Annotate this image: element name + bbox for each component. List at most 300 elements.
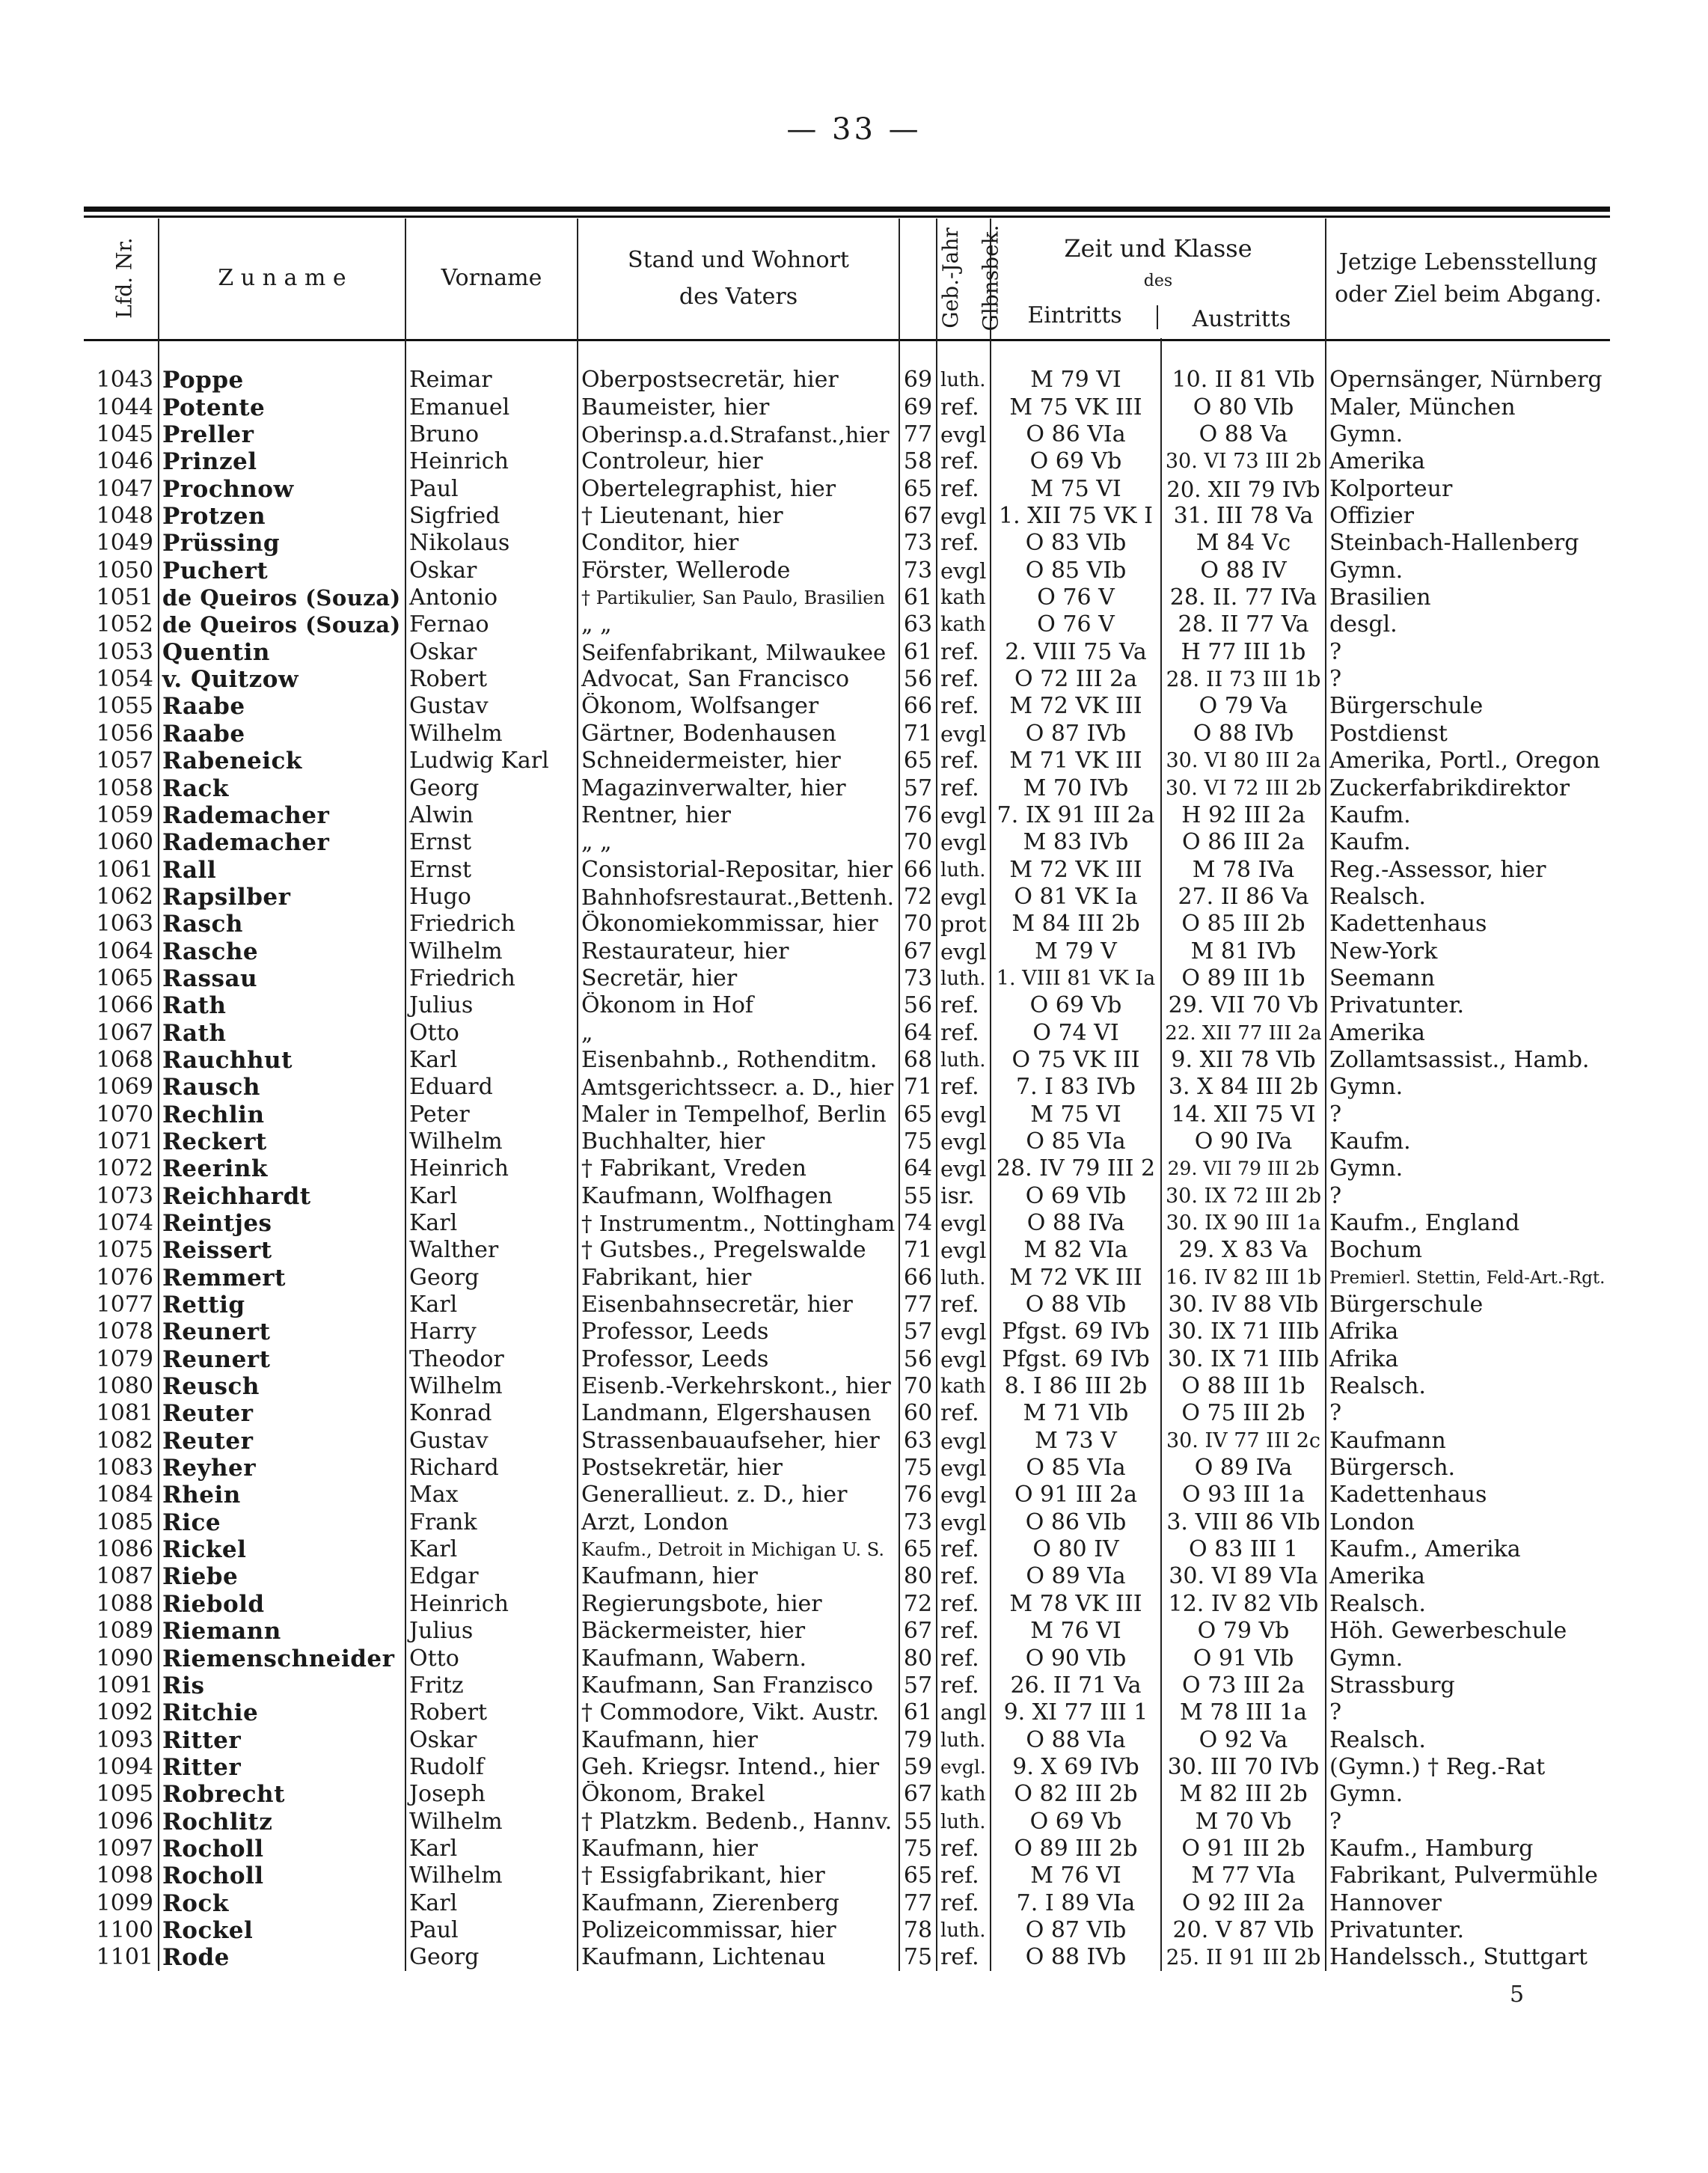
cell-glaubensbek: evgl — [937, 802, 991, 829]
cell-lebensstellung: Gymn. — [1326, 1781, 1610, 1808]
cell-glaubensbek: evgl — [937, 1155, 991, 1182]
cell-geb-jahr: 70 — [899, 911, 937, 938]
cell-eintritt: O 85 VIa — [991, 1455, 1161, 1482]
cell-austritt: O 89 IVa — [1161, 1455, 1326, 1482]
cell-austritt: O 86 III 2a — [1161, 829, 1326, 856]
cell-vorname: Wilhelm — [405, 1128, 578, 1155]
cell-stand-wohnort: Kaufmann, hier — [578, 1563, 899, 1590]
cell-glaubensbek: evgl — [937, 829, 991, 856]
cell-glaubensbek: evgl — [937, 1455, 991, 1482]
table-row — [84, 1373, 1610, 1400]
cell-lebensstellung: Gymn. — [1326, 1074, 1610, 1101]
table-row — [84, 421, 1610, 448]
cell-geb-jahr: 74 — [899, 1210, 937, 1237]
cell-glaubensbek: kath — [937, 584, 991, 611]
cell-lebensstellung: Bürgerschule — [1326, 693, 1610, 720]
cell-vorname: Georg — [405, 1264, 578, 1291]
cell-lebensstellung: Zollamtsassist., Hamb. — [1326, 1047, 1610, 1074]
cell-glaubensbek: ref. — [937, 1074, 991, 1101]
signature-mark: 5 — [1510, 1981, 1525, 2008]
table-row — [84, 1345, 1610, 1372]
cell-geb-jahr: 57 — [899, 1672, 937, 1699]
cell-lfd-nr: 1083 — [96, 1455, 153, 1482]
cell-austritt: 30. IV 88 VIb — [1161, 1292, 1326, 1318]
cell-geb-jahr: 73 — [899, 965, 937, 992]
cell-geb-jahr: 57 — [899, 1318, 937, 1345]
cell-eintritt: 8. I 86 III 2b — [991, 1373, 1161, 1400]
cell-lebensstellung: Gymn. — [1326, 557, 1610, 584]
cell-geb-jahr: 55 — [899, 1808, 937, 1835]
table-row — [84, 1047, 1610, 1074]
cell-austritt: 30. IX 90 III 1a — [1161, 1210, 1326, 1237]
cell-vorname: Wilhelm — [405, 1808, 578, 1835]
cell-eintritt: O 72 III 2a — [991, 666, 1161, 693]
cell-glaubensbek: ref. — [937, 1019, 991, 1046]
cell-geb-jahr: 71 — [899, 1074, 937, 1101]
cell-austritt: 30. VI 73 III 2b — [1161, 448, 1326, 475]
cell-lfd-nr: 1045 — [96, 421, 153, 448]
cell-lebensstellung: Gymn. — [1326, 1645, 1610, 1672]
cell-lebensstellung: Kaufm. — [1326, 1128, 1610, 1155]
cell-geb-jahr: 75 — [899, 1455, 937, 1482]
cell-stand-wohnort: Baumeister, hier — [578, 394, 899, 421]
cell-lfd-nr: 1101 — [96, 1944, 153, 1971]
cell-eintritt: 28. IV 79 III 2 — [991, 1155, 1161, 1182]
cell-austritt: M 70 Vb — [1161, 1808, 1326, 1835]
cell-lebensstellung: Kaufm. — [1326, 802, 1610, 829]
cell-geb-jahr: 77 — [899, 1292, 937, 1318]
cell-stand-wohnort: † Fabrikant, Vreden — [578, 1155, 899, 1182]
cell-austritt: O 83 III 1 — [1161, 1536, 1326, 1563]
cell-glaubensbek: evgl — [937, 1427, 991, 1454]
cell-eintritt: O 85 VIa — [991, 1128, 1161, 1155]
cell-eintritt: O 89 VIa — [991, 1563, 1161, 1590]
cell-lfd-nr: 1080 — [96, 1373, 153, 1400]
cell-vorname: Joseph — [405, 1781, 578, 1808]
cell-lfd-nr: 1098 — [96, 1862, 153, 1889]
cell-austritt: O 75 III 2b — [1161, 1400, 1326, 1427]
cell-eintritt: M 71 VIb — [991, 1400, 1161, 1427]
cell-eintritt: 7. IX 91 III 2a — [991, 802, 1161, 829]
cell-glaubensbek: luth. — [937, 1808, 991, 1835]
cell-eintritt: M 73 V — [991, 1427, 1161, 1454]
cell-glaubensbek: luth. — [937, 367, 991, 394]
table-row — [84, 884, 1610, 911]
cell-lebensstellung: Kaufm., Hamburg — [1326, 1836, 1610, 1862]
cell-eintritt: 9. X 69 IVb — [991, 1754, 1161, 1781]
table-row — [84, 748, 1610, 774]
cell-glaubensbek: kath — [937, 611, 991, 638]
table-row — [84, 1400, 1610, 1427]
cell-stand-wohnort: Ökonom, Wolfsanger — [578, 693, 899, 720]
cell-glaubensbek: kath — [937, 1373, 991, 1400]
cell-eintritt: 7. I 83 IVb — [991, 1074, 1161, 1101]
cell-austritt: 16. IV 82 III 1b — [1161, 1264, 1326, 1291]
cell-lebensstellung: Privatunter. — [1326, 992, 1610, 1019]
table-row — [84, 856, 1610, 883]
cell-stand-wohnort: Gärtner, Bodenhausen — [578, 720, 899, 747]
table-row — [84, 1292, 1610, 1318]
cell-zuname: Rockel — [159, 1917, 405, 1944]
cell-eintritt: M 83 IVb — [991, 829, 1161, 856]
header-zeit-line1: Zeit und Klasse — [1064, 234, 1252, 263]
cell-zuname: de Queiros (Souza) — [159, 584, 405, 611]
cell-geb-jahr: 66 — [899, 1264, 937, 1291]
header-jetzige-line1: Jetzige Lebensstellung — [1338, 248, 1598, 275]
cell-eintritt: M 75 VK III — [991, 394, 1161, 421]
cell-eintritt: M 84 III 2b — [991, 911, 1161, 938]
cell-austritt: O 85 III 2b — [1161, 911, 1326, 938]
cell-vorname: Max — [405, 1482, 578, 1509]
cell-eintritt: Pfgst. 69 IVb — [991, 1318, 1161, 1345]
cell-lebensstellung: Kaufm., England — [1326, 1210, 1610, 1237]
cell-zuname: Reckert — [159, 1128, 405, 1155]
cell-geb-jahr: 61 — [899, 638, 937, 665]
table-row — [84, 611, 1610, 638]
cell-lebensstellung: Bochum — [1326, 1237, 1610, 1264]
cell-lebensstellung: Zuckerfabrikdirektor — [1326, 774, 1610, 801]
cell-zuname: Riemenschneider — [159, 1645, 405, 1672]
cell-austritt: 30. IX 72 III 2b — [1161, 1182, 1326, 1209]
cell-austritt: O 92 Va — [1161, 1726, 1326, 1753]
table-row — [84, 1210, 1610, 1237]
cell-vorname: Walther — [405, 1237, 578, 1264]
table-row — [84, 802, 1610, 829]
cell-austritt: 30. IX 71 IIIb — [1161, 1318, 1326, 1345]
cell-stand-wohnort: Generallieut. z. D., hier — [578, 1482, 899, 1509]
cell-geb-jahr: 72 — [899, 1590, 937, 1617]
cell-stand-wohnort: Obertelegraphist, hier — [578, 475, 899, 502]
cell-lebensstellung: Afrika — [1326, 1318, 1610, 1345]
cell-zuname: Rauchhut — [159, 1047, 405, 1074]
cell-stand-wohnort: Bäckermeister, hier — [578, 1618, 899, 1645]
cell-austritt: H 92 III 2a — [1161, 802, 1326, 829]
cell-glaubensbek: luth. — [937, 1917, 991, 1944]
table-row — [84, 1455, 1610, 1482]
cell-lebensstellung: Postdienst — [1326, 720, 1610, 747]
cell-austritt: O 91 III 2b — [1161, 1836, 1326, 1862]
cell-stand-wohnort: Consistorial-Repositar, hier — [578, 856, 899, 883]
table-body — [84, 338, 1610, 1971]
cell-austritt: 29. VII 79 III 2b — [1161, 1155, 1326, 1182]
cell-zuname: Reintjes — [159, 1210, 405, 1237]
cell-glaubensbek: ref. — [937, 1292, 991, 1318]
cell-glaubensbek: evgl — [937, 1345, 991, 1372]
cell-zuname: Remmert — [159, 1264, 405, 1291]
cell-stand-wohnort: † Partikulier, San Paulo, Brasilien — [578, 584, 899, 611]
cell-austritt: 10. II 81 VIb — [1161, 367, 1326, 394]
cell-geb-jahr: 80 — [899, 1645, 937, 1672]
cell-lfd-nr: 1077 — [96, 1292, 153, 1318]
cell-zuname: Reyher — [159, 1455, 405, 1482]
cell-eintritt: M 76 VI — [991, 1618, 1161, 1645]
cell-eintritt: O 90 VIb — [991, 1645, 1161, 1672]
cell-eintritt: O 82 III 2b — [991, 1781, 1161, 1808]
cell-glaubensbek: ref. — [937, 1563, 991, 1590]
cell-glaubensbek: evgl — [937, 503, 991, 530]
cell-geb-jahr: 59 — [899, 1754, 937, 1781]
cell-lfd-nr: 1060 — [96, 829, 153, 856]
table-row — [84, 1536, 1610, 1563]
cell-eintritt: 1. XII 75 VK I — [991, 503, 1161, 530]
cell-geb-jahr: 63 — [899, 1427, 937, 1454]
cell-glaubensbek: ref. — [937, 1645, 991, 1672]
table-row — [84, 1917, 1610, 1944]
table-row — [84, 666, 1610, 693]
cell-austritt: 12. IV 82 VIb — [1161, 1590, 1326, 1617]
cell-austritt: 25. II 91 III 2b — [1161, 1944, 1326, 1971]
cell-vorname: Georg — [405, 1944, 578, 1971]
cell-stand-wohnort: Ökonom in Hof — [578, 992, 899, 1019]
cell-lfd-nr: 1090 — [96, 1645, 153, 1672]
cell-austritt: O 79 Vb — [1161, 1618, 1326, 1645]
cell-glaubensbek: ref. — [937, 638, 991, 665]
cell-lfd-nr: 1085 — [96, 1509, 153, 1535]
cell-zuname: Reuter — [159, 1427, 405, 1454]
table-row — [84, 1155, 1610, 1182]
cell-glaubensbek: evgl — [937, 720, 991, 747]
cell-lfd-nr: 1044 — [96, 394, 153, 421]
cell-lebensstellung: ? — [1326, 638, 1610, 665]
cell-geb-jahr: 69 — [899, 394, 937, 421]
cell-zuname: Robrecht — [159, 1781, 405, 1808]
cell-stand-wohnort: Kaufmann, San Franzisco — [578, 1672, 899, 1699]
cell-zuname: Reunert — [159, 1318, 405, 1345]
cell-lebensstellung: Kaufm. — [1326, 829, 1610, 856]
cell-stand-wohnort: Kaufmann, Wolfhagen — [578, 1182, 899, 1209]
cell-vorname: Sigfried — [405, 503, 578, 530]
cell-vorname: Oskar — [405, 1726, 578, 1753]
cell-eintritt: O 81 VK Ia — [991, 884, 1161, 911]
header-zuname: Z u n a m e — [159, 218, 405, 338]
cell-stand-wohnort: Bahnhofsrestaurat.,Bettenh. — [578, 884, 899, 911]
top-rule — [84, 207, 1610, 212]
cell-vorname: Karl — [405, 1182, 578, 1209]
cell-geb-jahr: 65 — [899, 1101, 937, 1128]
cell-austritt: 30. VI 89 VIa — [1161, 1563, 1326, 1590]
cell-austritt: 30. VI 80 III 2a — [1161, 748, 1326, 774]
cell-lfd-nr: 1099 — [96, 1889, 153, 1916]
cell-lfd-nr: 1055 — [96, 693, 153, 720]
cell-glaubensbek: ref. — [937, 1400, 991, 1427]
cell-zuname: Riemann — [159, 1618, 405, 1645]
cell-lfd-nr: 1066 — [96, 992, 153, 1019]
cell-geb-jahr: 65 — [899, 1862, 937, 1889]
cell-stand-wohnort: † Platzkm. Bedenb., Hannv. — [578, 1808, 899, 1835]
cell-eintritt: M 72 VK III — [991, 856, 1161, 883]
table-row — [84, 965, 1610, 992]
cell-austritt: 9. XII 78 VIb — [1161, 1047, 1326, 1074]
cell-lebensstellung: Kadettenhaus — [1326, 1482, 1610, 1509]
cell-zuname: Raabe — [159, 720, 405, 747]
cell-lebensstellung: Realsch. — [1326, 1373, 1610, 1400]
cell-lfd-nr: 1088 — [96, 1590, 153, 1617]
cell-vorname: Heinrich — [405, 1155, 578, 1182]
cell-stand-wohnort: Landmann, Elgershausen — [578, 1400, 899, 1427]
cell-eintritt: O 88 IVb — [991, 1944, 1161, 1971]
cell-zuname: Rice — [159, 1509, 405, 1535]
cell-stand-wohnort: Eisenb.-Verkehrskont., hier — [578, 1373, 899, 1400]
table-row — [84, 1182, 1610, 1209]
cell-stand-wohnort: Seifenfabrikant, Milwaukee — [578, 638, 899, 665]
cell-zuname: Rochlitz — [159, 1808, 405, 1835]
cell-geb-jahr: 68 — [899, 1047, 937, 1074]
table-row — [84, 394, 1610, 421]
cell-geb-jahr: 67 — [899, 1618, 937, 1645]
cell-geb-jahr: 61 — [899, 584, 937, 611]
cell-zuname: Rode — [159, 1944, 405, 1971]
cell-glaubensbek: ref. — [937, 992, 991, 1019]
cell-lebensstellung: Premierl. Stettin, Feld-Art.-Rgt. — [1326, 1264, 1610, 1291]
cell-eintritt: O 85 VIb — [991, 557, 1161, 584]
cell-lfd-nr: 1052 — [96, 611, 153, 638]
cell-stand-wohnort: † Instrumentm., Nottingham — [578, 1210, 899, 1237]
cell-lebensstellung: (Gymn.) † Reg.-Rat — [1326, 1754, 1610, 1781]
table-row — [84, 1074, 1610, 1101]
cell-glaubensbek: ref. — [937, 1836, 991, 1862]
cell-lfd-nr: 1057 — [96, 748, 153, 774]
cell-eintritt: O 88 IVa — [991, 1210, 1161, 1237]
cell-glaubensbek: ref. — [937, 666, 991, 693]
cell-vorname: Emanuel — [405, 394, 578, 421]
cell-geb-jahr: 71 — [899, 1237, 937, 1264]
cell-vorname: Nikolaus — [405, 530, 578, 557]
cell-austritt: O 89 III 1b — [1161, 965, 1326, 992]
cell-vorname: Alwin — [405, 802, 578, 829]
cell-lfd-nr: 1087 — [96, 1563, 153, 1590]
table-row — [84, 1128, 1610, 1155]
cell-stand-wohnort: „ „ — [578, 611, 899, 638]
header-jetzige-line2: oder Ziel beim Abgang. — [1335, 281, 1602, 308]
cell-stand-wohnort: Restaurateur, hier — [578, 938, 899, 965]
cell-lfd-nr: 1093 — [96, 1726, 153, 1753]
cell-stand-wohnort: † Essigfabrikant, hier — [578, 1862, 899, 1889]
cell-austritt: O 88 IVb — [1161, 720, 1326, 747]
cell-eintritt: O 76 V — [991, 584, 1161, 611]
cell-vorname: Karl — [405, 1210, 578, 1237]
cell-eintritt: 2. VIII 75 Va — [991, 638, 1161, 665]
cell-austritt: 30. III 70 IVb — [1161, 1754, 1326, 1781]
cell-lfd-nr: 1068 — [96, 1046, 153, 1073]
cell-zuname: Rack — [159, 774, 405, 801]
cell-vorname: Frank — [405, 1509, 578, 1535]
cell-glaubensbek: evgl — [937, 938, 991, 965]
cell-zuname: Rasch — [159, 911, 405, 938]
cell-lebensstellung: Brasilien — [1326, 584, 1610, 611]
cell-lfd-nr: 1053 — [96, 638, 153, 665]
cell-stand-wohnort: Magazinverwalter, hier — [578, 774, 899, 801]
table-row — [84, 1836, 1610, 1862]
cell-stand-wohnort: Kaufmann, hier — [578, 1726, 899, 1753]
table-row — [84, 1427, 1610, 1454]
cell-zuname: Rechlin — [159, 1101, 405, 1128]
cell-geb-jahr: 75 — [899, 1836, 937, 1862]
cell-eintritt: M 75 VI — [991, 1101, 1161, 1128]
cell-eintritt: O 76 V — [991, 611, 1161, 638]
cell-lfd-nr: 1071 — [96, 1128, 153, 1155]
cell-austritt: O 73 III 2a — [1161, 1672, 1326, 1699]
header-austritts: Austritts — [1157, 305, 1325, 329]
cell-stand-wohnort: Arzt, London — [578, 1509, 899, 1535]
cell-austritt: M 77 VIa — [1161, 1862, 1326, 1889]
cell-zuname: Protzen — [159, 503, 405, 530]
cell-eintritt: M 76 VI — [991, 1862, 1161, 1889]
cell-geb-jahr: 56 — [899, 992, 937, 1019]
cell-zuname: Riebe — [159, 1563, 405, 1590]
cell-zuname: Rock — [159, 1889, 405, 1916]
cell-eintritt: O 89 III 2b — [991, 1836, 1161, 1862]
cell-vorname: Heinrich — [405, 1590, 578, 1617]
cell-geb-jahr: 75 — [899, 1944, 937, 1971]
cell-lebensstellung: Opernsänger, Nürnberg — [1326, 367, 1610, 394]
cell-stand-wohnort: Ökonomiekommissar, hier — [578, 911, 899, 938]
cell-stand-wohnort: Kaufmann, hier — [578, 1836, 899, 1862]
cell-stand-wohnort: Strassenbauaufseher, hier — [578, 1427, 899, 1454]
cell-glaubensbek: ref. — [937, 1862, 991, 1889]
table-row — [84, 638, 1610, 665]
cell-austritt: M 78 IVa — [1161, 856, 1326, 883]
cell-austritt: M 78 III 1a — [1161, 1699, 1326, 1726]
cell-geb-jahr: 72 — [899, 884, 937, 911]
cell-vorname: Theodor — [405, 1345, 578, 1372]
cell-vorname: Gustav — [405, 693, 578, 720]
cell-vorname: Oskar — [405, 638, 578, 665]
cell-eintritt: O 83 VIb — [991, 530, 1161, 557]
cell-vorname: Friedrich — [405, 965, 578, 992]
cell-geb-jahr: 60 — [899, 1400, 937, 1427]
cell-stand-wohnort: Kaufm., Detroit in Michigan U. S. — [578, 1536, 899, 1563]
header-vorname: Vorname — [405, 218, 578, 338]
cell-glaubensbek: evgl — [937, 421, 991, 448]
cell-lfd-nr: 1049 — [96, 530, 153, 557]
cell-stand-wohnort: Kaufmann, Wabern. — [578, 1645, 899, 1672]
cell-geb-jahr: 64 — [899, 1019, 937, 1046]
cell-lebensstellung: New-York — [1326, 938, 1610, 965]
cell-vorname: Ernst — [405, 856, 578, 883]
cell-zuname: Rettig — [159, 1292, 405, 1318]
cell-glaubensbek: luth. — [937, 965, 991, 992]
cell-vorname: Karl — [405, 1889, 578, 1916]
cell-vorname: Ludwig Karl — [405, 748, 578, 774]
header-jetzige — [1326, 218, 1610, 338]
cell-lebensstellung: Amerika — [1326, 448, 1610, 475]
cell-lebensstellung: Fabrikant, Pulvermühle — [1326, 1862, 1610, 1889]
table-row — [84, 1264, 1610, 1291]
cell-vorname: Paul — [405, 475, 578, 502]
cell-eintritt: O 75 VK III — [991, 1047, 1161, 1074]
cell-vorname: Julius — [405, 992, 578, 1019]
cell-stand-wohnort: Eisenbahnsecretär, hier — [578, 1292, 899, 1318]
cell-lfd-nr: 1079 — [96, 1345, 153, 1372]
cell-geb-jahr: 80 — [899, 1563, 937, 1590]
cell-zuname: Poppe — [159, 367, 405, 394]
cell-vorname: Julius — [405, 1618, 578, 1645]
cell-lfd-nr: 1054 — [96, 666, 153, 693]
cell-austritt: 3. X 84 III 2b — [1161, 1074, 1326, 1101]
cell-austritt: 22. XII 77 III 2a — [1161, 1019, 1326, 1046]
cell-lfd-nr: 1061 — [96, 856, 153, 883]
cell-lfd-nr: 1072 — [96, 1155, 153, 1182]
cell-eintritt: 26. II 71 Va — [991, 1672, 1161, 1699]
cell-lfd-nr: 1084 — [96, 1482, 153, 1509]
cell-zuname: Rall — [159, 856, 405, 883]
cell-vorname: Bruno — [405, 421, 578, 448]
cell-lfd-nr: 1058 — [96, 774, 153, 801]
cell-eintritt: M 79 V — [991, 938, 1161, 965]
header-zeit-line2: des — [1143, 272, 1173, 290]
cell-vorname: Wilhelm — [405, 1862, 578, 1889]
cell-geb-jahr: 61 — [899, 1699, 937, 1726]
